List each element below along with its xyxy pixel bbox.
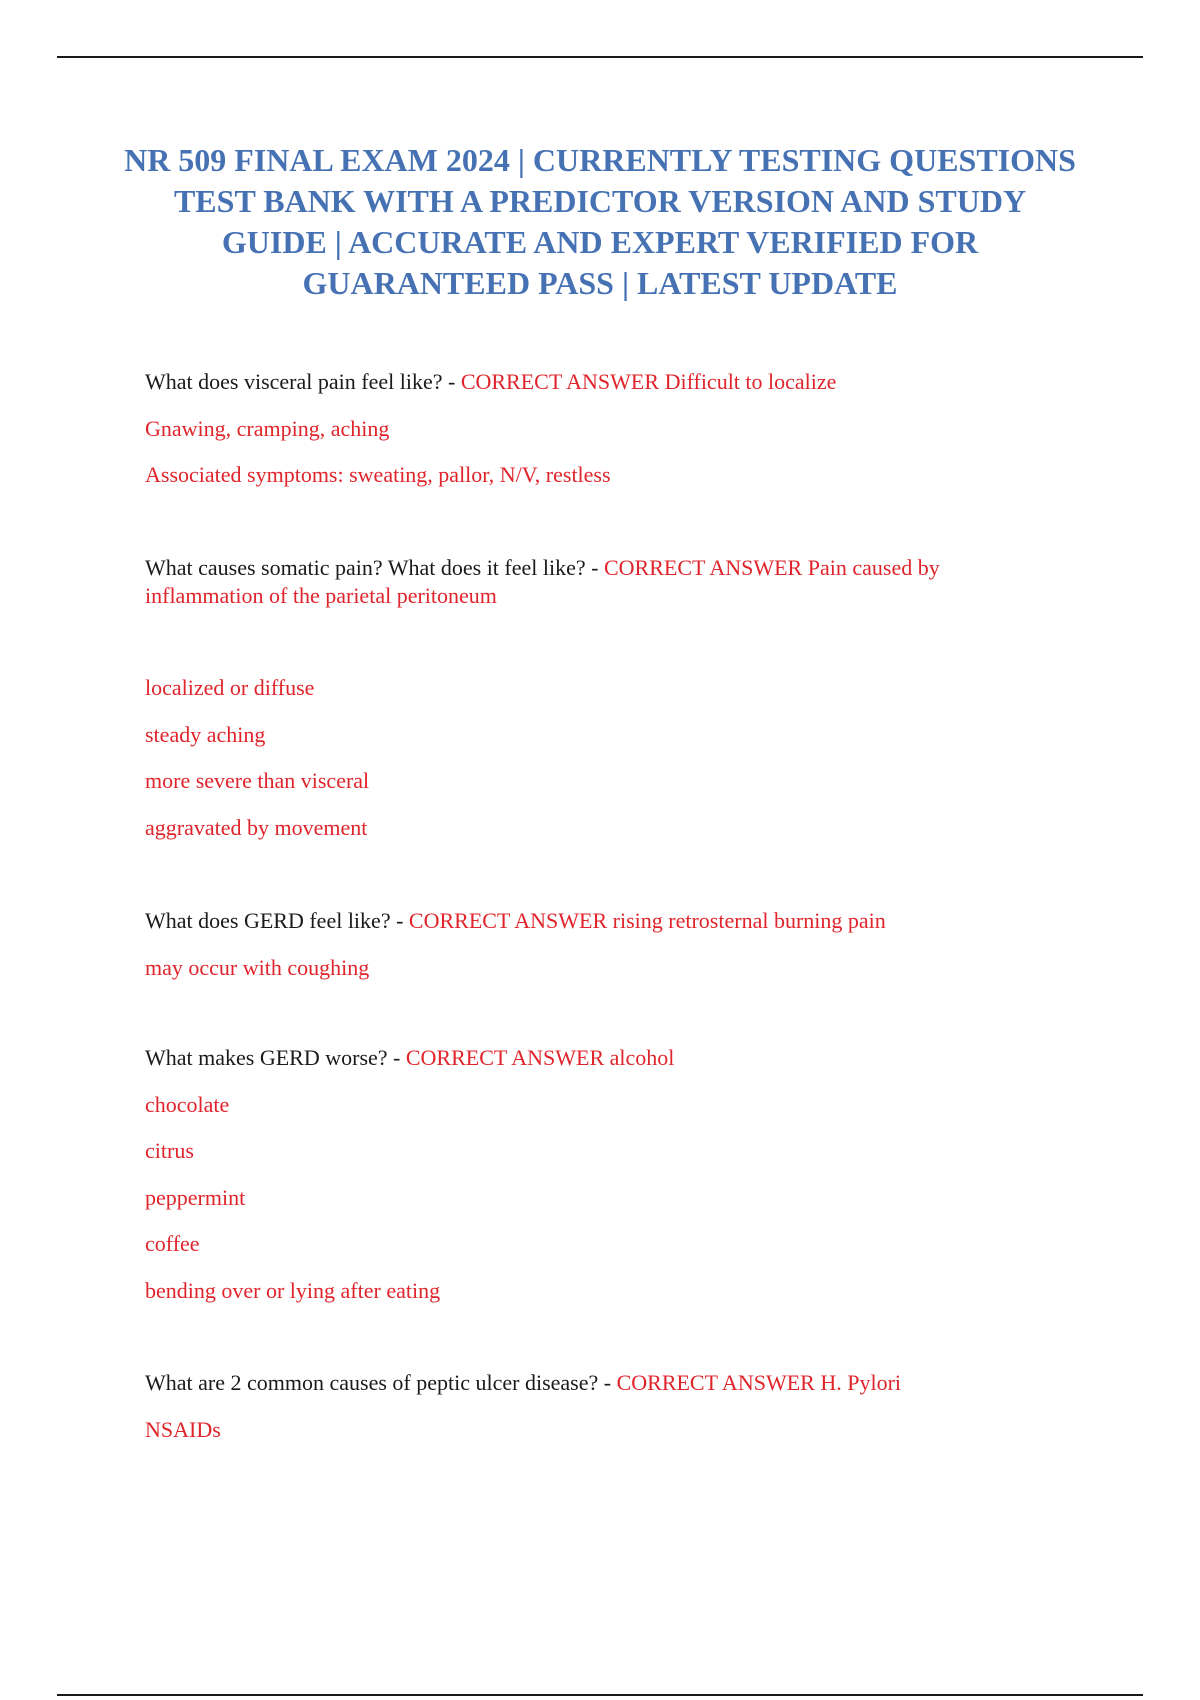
- qa-item-somatic-pain-details: [145, 674, 1045, 860]
- answer-label: CORRECT ANSWER: [405, 1045, 605, 1070]
- answer-text: rising retrosternal burning pain: [612, 908, 886, 933]
- answer-line: more severe than visceral: [145, 768, 370, 793]
- qa-item-somatic-pain: [145, 554, 1045, 610]
- answer-line: localized or diffuse: [145, 675, 315, 700]
- top-rule: [57, 56, 1143, 58]
- question-text: What causes somatic pain? What does it feel like? -: [145, 555, 604, 580]
- answer-line: steady aching: [145, 721, 266, 747]
- answer-line: aggravated by movement: [145, 814, 368, 840]
- qa-item-visceral-pain: [145, 368, 1045, 508]
- answer-line: Associated symptoms: sweating, pallor, N/V, restless: [145, 462, 611, 487]
- answer-text: Pain caused by inflammation of the parietal peritoneum: [145, 555, 940, 608]
- answer-line: bending over or lying after eating: [145, 1277, 441, 1303]
- answer-line: may occur with coughing: [145, 954, 370, 980]
- answer-line: NSAIDs: [145, 1416, 221, 1442]
- question-text: What does visceral pain feel like? -: [145, 369, 461, 394]
- document-title: NR 509 FINAL EXAM 2024 | CURRENTLY TESTING QUESTIONS TEST BANK WITH A PREDICTOR VERSION AND STUDY GUIDE | ACCURATE AND EXPERT VERIFIED FOR GUARANTEED PASS | LATEST UPDATE: [124, 142, 1076, 301]
- answer-text: H. Pylori: [820, 1370, 902, 1395]
- answer-line: Gnawing, cramping, aching: [145, 415, 390, 441]
- question-line: [145, 554, 1045, 610]
- answer-line: citrus: [145, 1138, 194, 1163]
- answer-text: alcohol: [609, 1045, 675, 1070]
- question-text: What makes GERD worse? -: [145, 1045, 406, 1070]
- question-line: [145, 907, 1045, 935]
- question-line: [145, 1369, 1045, 1397]
- answer-line: coffee: [145, 1231, 200, 1256]
- answer-label: CORRECT ANSWER: [408, 908, 608, 933]
- question-line: [145, 368, 1045, 396]
- qa-item-gerd-worse: [145, 1044, 1045, 1323]
- question-text: What does GERD feel like? -: [145, 908, 409, 933]
- qa-item-peptic-ulcer: [145, 1369, 1045, 1462]
- answer-label: CORRECT ANSWER: [603, 555, 803, 580]
- answer-label: CORRECT ANSWER: [460, 369, 660, 394]
- bottom-rule: [57, 1694, 1143, 1696]
- answer-text: Difficult to localize: [664, 369, 837, 394]
- question-text: What are 2 common causes of peptic ulcer disease? -: [145, 1370, 617, 1395]
- qa-item-gerd-feel: [145, 907, 1045, 1000]
- question-line: [145, 1044, 1045, 1072]
- answer-line: chocolate: [145, 1091, 230, 1117]
- answer-label: CORRECT ANSWER: [616, 1370, 815, 1395]
- answer-line: peppermint: [145, 1184, 246, 1210]
